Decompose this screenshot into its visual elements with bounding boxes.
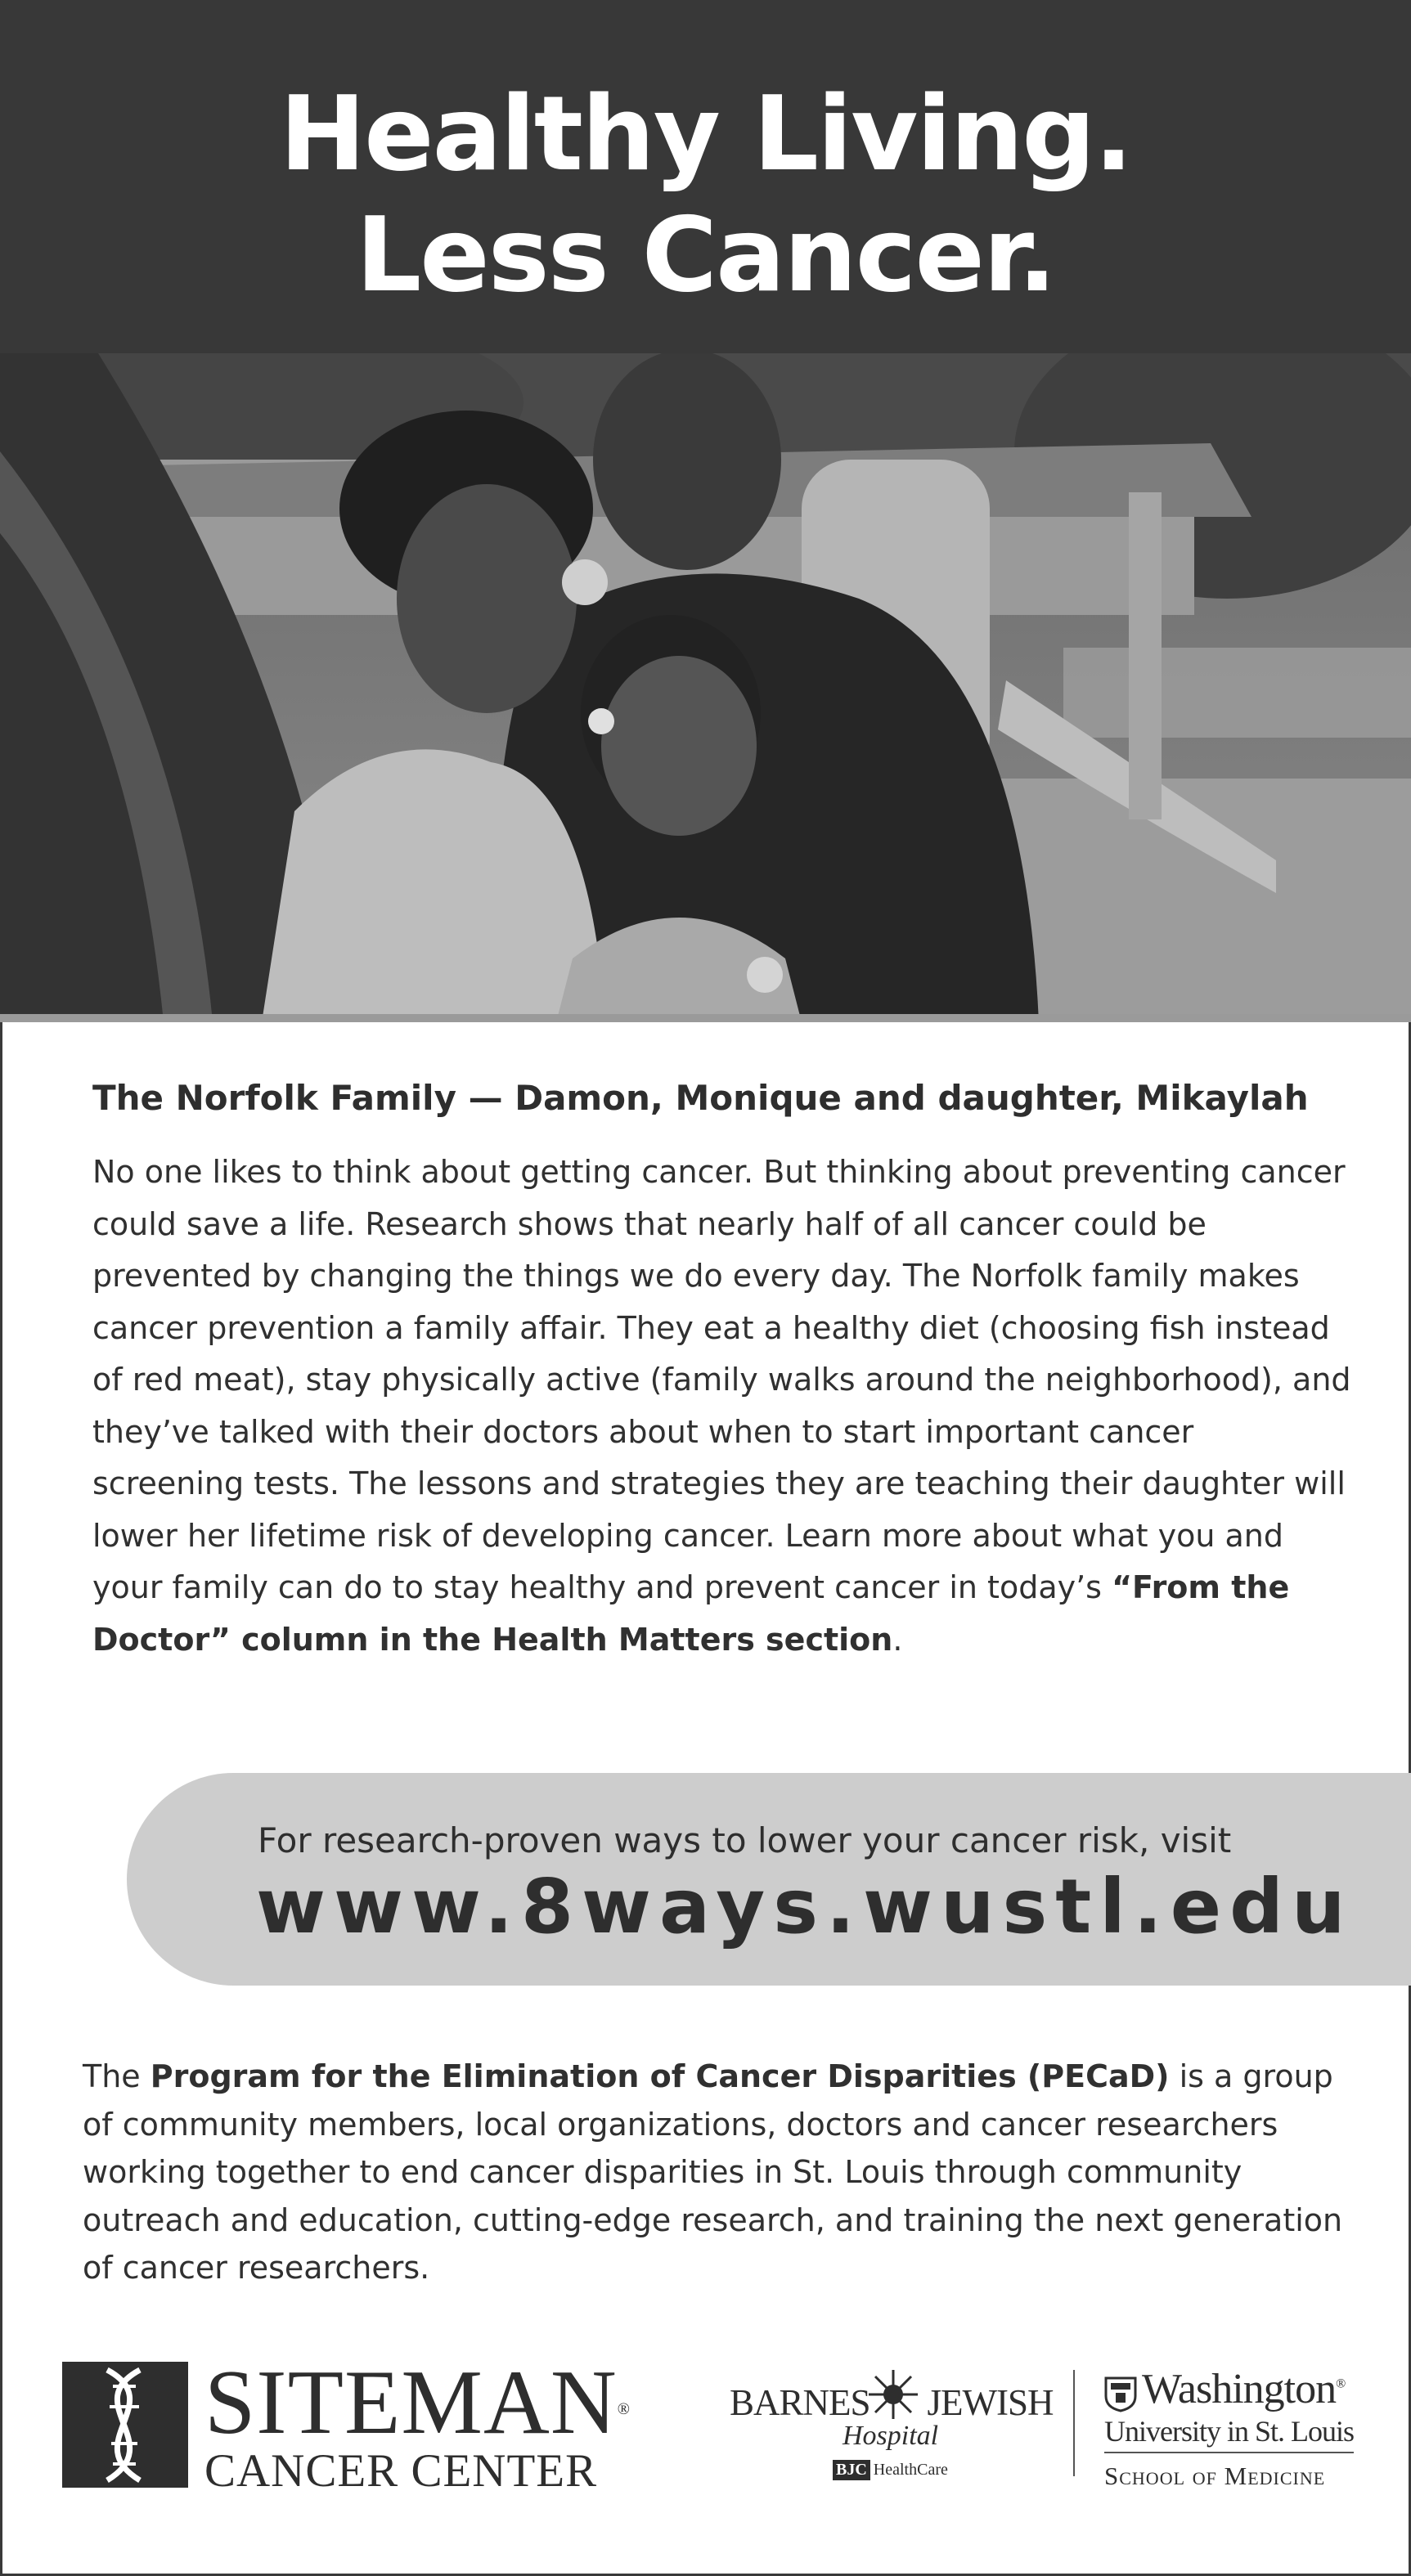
sponsor-logos xyxy=(0,2339,1411,2502)
headline-banner xyxy=(0,0,1411,353)
cta-text: For research-proven ways to lower your cancer risk, visit xyxy=(258,1820,1232,1860)
wu-name-text: Washington xyxy=(1142,2366,1337,2412)
photo-caption: The Norfolk Family — Damon, Monique and daughter, Mikaylah xyxy=(92,1078,1309,1118)
siteman-name-text: SITEMAN xyxy=(204,2352,618,2453)
bjh-jewish: JEWISH xyxy=(927,2382,1054,2423)
headline-line-1: Healthy Living. xyxy=(279,74,1132,194)
cta-url-link[interactable]: www.8ways.wustl.edu xyxy=(256,1863,1354,1950)
siteman-reg-mark: ® xyxy=(617,2400,631,2418)
shield-icon xyxy=(1104,2376,1137,2412)
bjc-healthcare-text: HealthCare xyxy=(873,2461,948,2479)
bjc-healthcare-label xyxy=(833,2460,948,2480)
logo-divider xyxy=(1073,2370,1075,2476)
bjh-barnes: BARNES xyxy=(730,2382,870,2423)
wu-logo-subtitle: University in St. Louis xyxy=(1104,2414,1354,2453)
cta-banner xyxy=(127,1773,1411,1986)
bjc-box: BJC xyxy=(833,2460,870,2480)
body-text: No one likes to think about getting cancer. But thinking about preventing cancer could save a life. Research shows that nearly half of all cancer could be prevented by changing the things we do every day. The Norfolk family makes cancer prevention a family affair. They eat a healthy diet (choosing fish instead of red meat), stay physically active (family walks around the neighborhood), and they’ve talked with their doctors about when to start important cancer screening tests. The lessons and strategies they are teaching their daughter will lower her lifetime risk of developing cancer. Learn more about what you and your family can do to stay healthy and prevent cancer in today’s xyxy=(92,1154,1351,1605)
bjh-logo-hospital: Hospital xyxy=(843,2421,939,2451)
wu-logo-school: School of Medicine xyxy=(1104,2462,1326,2490)
wu-logo-name xyxy=(1142,2365,1345,2413)
dna-helix-icon xyxy=(62,2362,188,2488)
pecad-paragraph xyxy=(83,2053,1359,2292)
sunburst-icon xyxy=(867,2368,919,2421)
body-end: . xyxy=(892,1621,903,1658)
family-photo xyxy=(0,353,1411,1022)
headline xyxy=(0,0,1411,316)
wu-reg-mark: ® xyxy=(1336,2376,1346,2391)
pecad-description: is a group of community members, local organizations, doctors and cancer researchers working together to end cancer disparities in St. Louis through community outreach and education, cutting-edge research, and training the next generation of cancer researchers. xyxy=(83,2058,1343,2286)
pecad-pre: The xyxy=(83,2058,151,2094)
body-bold-reference: “From the Doctor” column in the Health Matters section xyxy=(92,1569,1290,1658)
headline-line-2: Less Cancer. xyxy=(356,195,1055,315)
siteman-logo-subtitle: CANCER CENTER xyxy=(204,2445,598,2497)
pecad-program-name: Program for the Elimination of Cancer Disparities (PECaD) xyxy=(150,2058,1170,2094)
siteman-logo-name xyxy=(204,2352,631,2453)
body-paragraph xyxy=(92,1147,1352,1666)
